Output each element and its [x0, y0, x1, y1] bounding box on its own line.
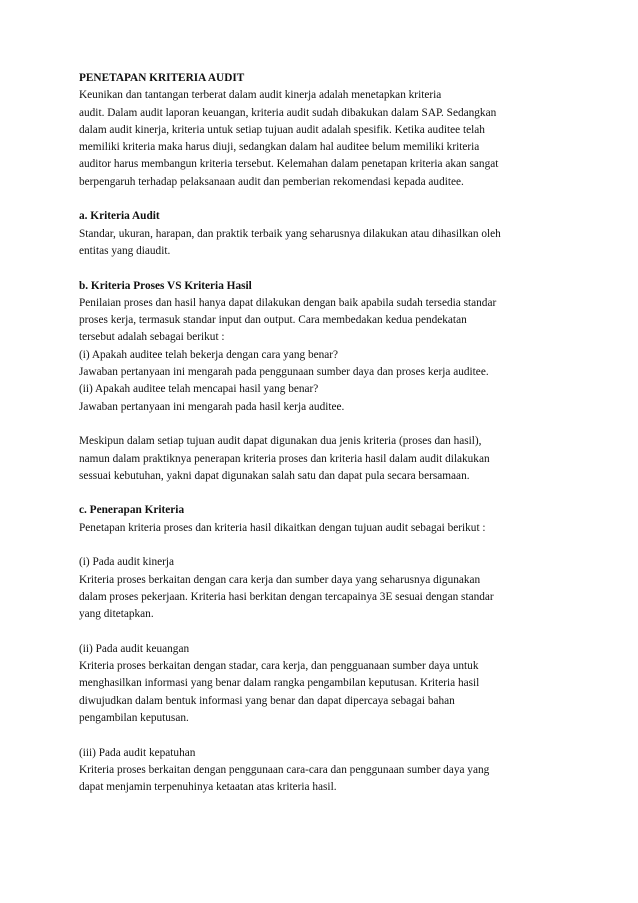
section-c-item-line: menghasilkan informasi yang benar dalam rangka pengambilan keputusan. Kriteria hasil	[79, 677, 480, 690]
spacer	[79, 260, 569, 277]
intro-line: auditor harus membangun kriteria tersebut. Kelemahan dalam penetapan kriteria akan sangat	[79, 158, 499, 171]
section-a-heading: a. Kriteria Audit	[79, 210, 160, 223]
section-c-item-line: yang ditetapkan.	[79, 608, 154, 621]
section-c-item-heading: (iii) Pada audit kepatuhan	[79, 746, 196, 759]
section-c-heading: c. Penerapan Kriteria	[79, 504, 185, 517]
section-b-line: (i) Apakah auditee telah bekerja dengan cara yang benar?	[79, 348, 339, 361]
section-b-line: (ii) Apakah auditee telah mencapai hasil yang benar?	[79, 383, 319, 396]
section-c-item-line: Kriteria proses berkaitan dengan cara kerja dan sumber daya yang seharusnya digunakan	[79, 573, 481, 586]
document-title: PENETAPAN KRITERIA AUDIT	[79, 72, 245, 84]
intro-line: Keunikan dan tantangan terberat dalam audit kinerja adalah menetapkan kriteria	[79, 89, 442, 102]
section-b-para2-line: Meskipun dalam setiap tujuan audit dapat digunakan dua jenis kriteria (proses dan hasil),	[79, 435, 482, 448]
document-page	[79, 70, 569, 796]
section-b-para2-line: namun dalam praktiknya penerapan kriteria proses dan kriteria hasil dalam audit dilakukan	[79, 452, 490, 465]
section-b-heading: b. Kriteria Proses VS Kriteria Hasil	[79, 279, 252, 292]
intro-line: dalam audit kinerja, kriteria untuk setiap tujuan audit adalah spesifik. Ketika auditee telah	[79, 123, 485, 136]
section-c-intro: Penetapan kriteria proses dan kriteria hasil dikaitkan dengan tujuan audit sebagai berikut :	[79, 521, 486, 534]
section-b-line: Penilaian proses dan hasil hanya dapat dilakukan dengan baik apabila sudah tersedia standar	[79, 296, 497, 309]
intro-line: audit. Dalam audit laporan keuangan, kriteria audit sudah dibakukan dalam SAP. Sedangkan	[79, 106, 497, 119]
section-c-item-line: pengambilan keputusan.	[79, 711, 189, 724]
spacer	[79, 537, 569, 554]
section-c-item-line: diwujudkan dalam bentuk informasi yang benar dan dapat dipercaya sebagai bahan	[79, 694, 455, 707]
section-b-line: Jawaban pertanyaan ini mengarah pada hasil kerja auditee.	[79, 400, 345, 413]
section-c-item-heading: (i) Pada audit kinerja	[79, 556, 175, 569]
spacer	[79, 485, 569, 502]
section-b-line: Jawaban pertanyaan ini mengarah pada penggunaan sumber daya dan proses kerja auditee.	[79, 366, 489, 379]
section-a-line: Standar, ukuran, harapan, dan praktik terbaik yang seharusnya dilakukan atau dihasilkan oleh	[79, 227, 501, 240]
spacer	[79, 416, 569, 433]
section-c-item-line: Kriteria proses berkaitan dengan penggunaan cara-cara dan penggunaan sumber daya yang	[79, 763, 490, 776]
section-c-item-heading: (ii) Pada audit keuangan	[79, 642, 190, 655]
spacer	[79, 727, 569, 744]
section-c-item-line: dapat menjamin terpenuhinya ketaatan atas kriteria hasil.	[79, 781, 337, 794]
intro-paragraph	[79, 87, 569, 191]
intro-line: berpengaruh terhadap pelaksanaan audit dan pemberian rekomendasi kepada auditee.	[79, 175, 464, 188]
spacer	[79, 191, 569, 208]
section-c-item-line: dalam proses pekerjaan. Kriteria hasi berkitan dengan tercapainya 3E sesuai dengan standar	[79, 590, 494, 603]
intro-line: memiliki kriteria maka harus diuji, sedangkan dalam hal auditee belum memiliki kriteria	[79, 141, 480, 154]
section-b-line: tersebut adalah sebagai berikut :	[79, 331, 225, 344]
section-a-line: entitas yang diaudit.	[79, 244, 171, 257]
spacer	[79, 624, 569, 641]
section-b-para2-line: sessuai kebutuhan, yakni dapat digunakan salah satu dan dapat pula secara bersamaan.	[79, 469, 470, 482]
section-b-line: proses kerja, termasuk standar input dan output. Cara membedakan kedua pendekatan	[79, 314, 467, 327]
section-c-item-line: Kriteria proses berkaitan dengan stadar, cara kerja, dan pengguanaan sumber daya untuk	[79, 660, 479, 673]
